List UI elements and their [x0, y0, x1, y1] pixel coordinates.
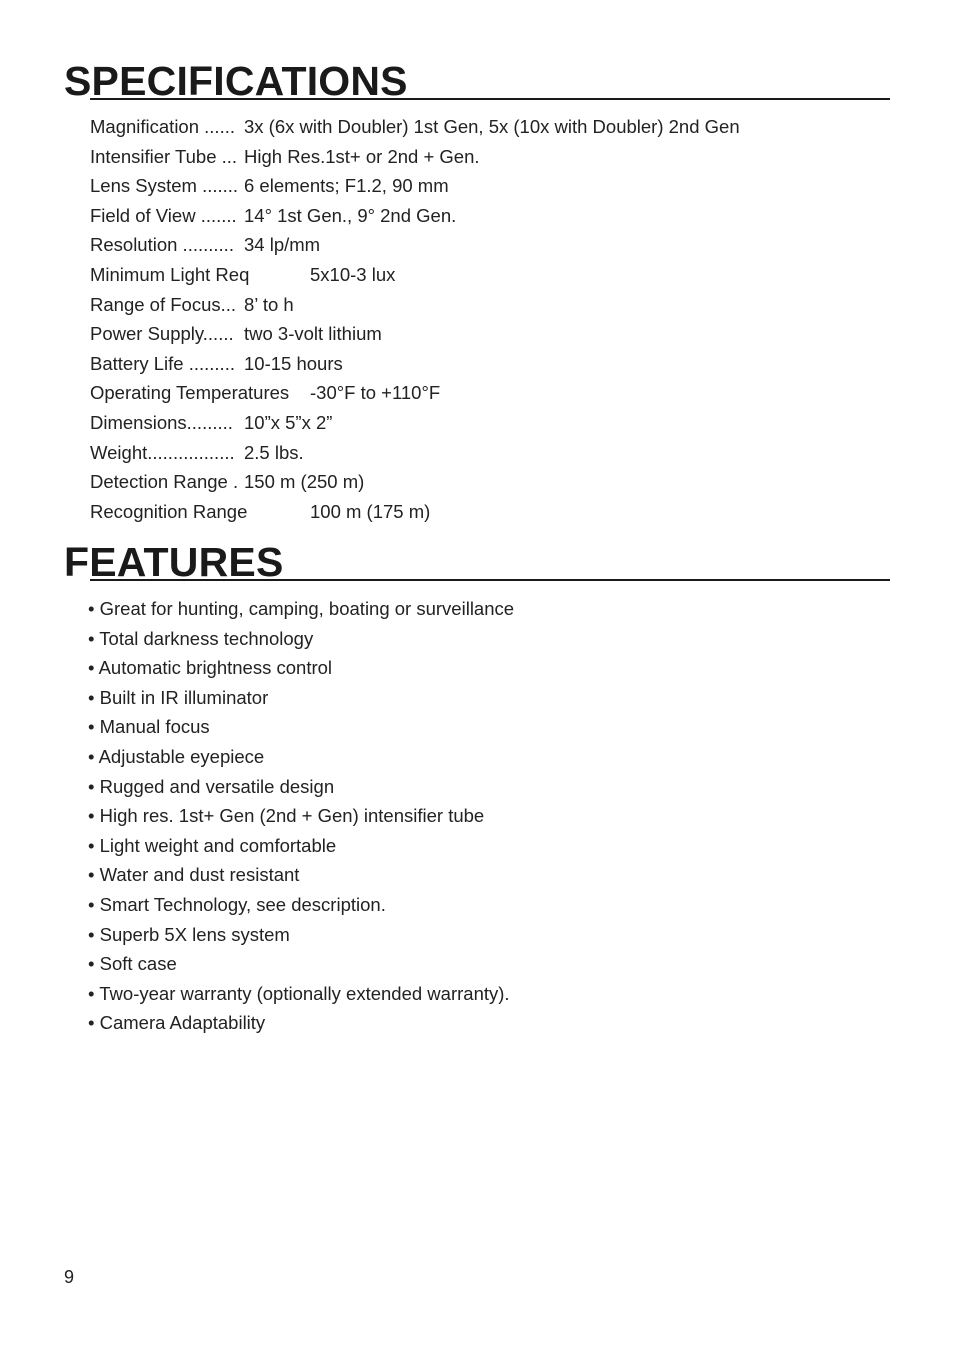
- list-item: • Automatic brightness control: [88, 657, 333, 679]
- list-item: • Total darkness technology: [88, 627, 314, 649]
- spec-label: Operating Temperatures: [90, 382, 290, 404]
- list-item: • Great for hunting, camping, boating or surveillance: [88, 598, 515, 619]
- list-item: • Superb 5X lens system: [88, 923, 290, 945]
- spec-value: 2.5 lbs.: [244, 441, 304, 463]
- spec-value: 150 m (250 m): [244, 471, 365, 493]
- spec-value: 14° 1st Gen., 9° 2nd Gen.: [244, 204, 457, 226]
- spec-label: Detection Range .: [90, 471, 239, 493]
- list-item: • Soft case: [88, 953, 177, 975]
- spec-label: Resolution ..........: [90, 234, 234, 256]
- spec-value: -30°F to +110°F: [310, 382, 441, 404]
- spec-label: Minimum Light Req: [90, 263, 250, 285]
- spec-value: High Res.1st+ or 2nd + Gen.: [244, 145, 480, 167]
- spec-label: Intensifier Tube ...: [90, 145, 238, 167]
- specifications-divider: [90, 98, 890, 100]
- list-item: • Adjustable eyepiece: [88, 745, 265, 767]
- page-number: 9: [64, 1267, 75, 1287]
- spec-value: 100 m (175 m): [310, 500, 431, 522]
- spec-label: Recognition Range: [90, 500, 248, 522]
- spec-value: 8’ to h: [244, 293, 294, 315]
- list-item: • Built in IR illuminator: [88, 686, 269, 708]
- spec-label: Range of Focus...: [90, 293, 237, 315]
- features-heading: FEATURES: [64, 539, 284, 585]
- spec-label: Lens System .......: [90, 175, 239, 197]
- list-item: • High res. 1st+ Gen (2nd + Gen) intensifier tube: [88, 805, 485, 827]
- list-item: • Light weight and comfortable: [88, 834, 337, 856]
- specifications-heading: SPECIFICATIONS: [64, 58, 408, 104]
- list-item: • Water and dust resistant: [88, 864, 300, 886]
- spec-label: Dimensions.........: [90, 411, 233, 433]
- spec-value: 5x10-3 lux: [310, 263, 396, 285]
- spec-value: two 3-volt lithium: [244, 323, 382, 345]
- list-item: • Manual focus: [88, 716, 210, 738]
- list-item: • Two-year warranty (optionally extended warranty).: [88, 982, 510, 1004]
- features-list: [88, 594, 514, 1038]
- list-item: • Rugged and versatile design: [88, 775, 335, 797]
- list-item: • Camera Adaptability: [88, 1012, 266, 1034]
- spec-label: Power Supply......: [90, 323, 234, 345]
- spec-label: Weight.................: [90, 441, 235, 463]
- spec-value: 34 lp/mm: [244, 234, 321, 256]
- list-item: • Smart Technology, see description.: [88, 893, 386, 915]
- spec-value: 10-15 hours: [244, 352, 343, 374]
- features-divider: [90, 579, 890, 581]
- spec-label: Field of View .......: [90, 204, 237, 226]
- spec-value: 6 elements; F1.2, 90 mm: [244, 175, 449, 197]
- spec-label: Magnification ......: [90, 116, 235, 137]
- spec-value: 10”x 5”x 2”: [244, 411, 333, 433]
- spec-label: Battery Life .........: [90, 352, 235, 374]
- spec-value: 3x (6x with Doubler) 1st Gen, 5x (10x with Doubler) 2nd Gen: [244, 116, 740, 137]
